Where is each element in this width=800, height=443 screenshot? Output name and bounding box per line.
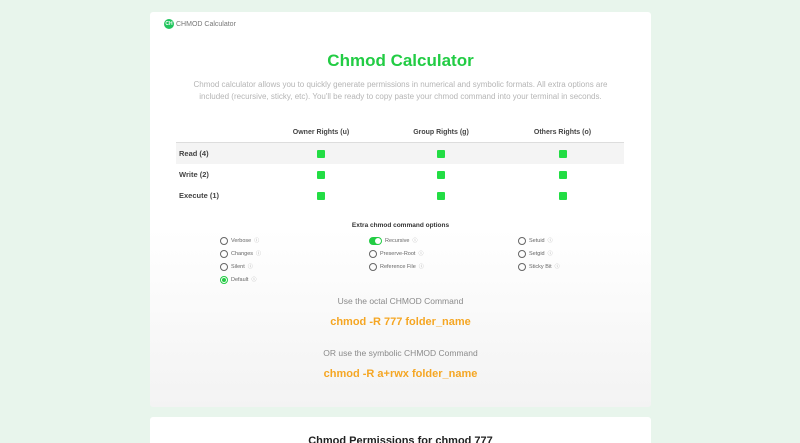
logo-text: CHMOD Calculator [176, 20, 236, 28]
option-setgid[interactable] [518, 247, 560, 260]
option-label: Verbose [231, 237, 252, 244]
preserve-root-radio[interactable] [369, 250, 377, 258]
option-label: Recursive [385, 237, 410, 244]
info-icon[interactable]: ⓘ [256, 251, 262, 257]
row-label: Write (2) [179, 170, 209, 179]
checkbox-others-read[interactable] [559, 150, 567, 158]
setuid-radio[interactable] [518, 237, 526, 245]
option-silent[interactable] [220, 260, 261, 273]
symbolic-command-label: OR use the symbolic CHMOD Command [323, 348, 478, 358]
option-label: Silent [231, 263, 245, 270]
option-label: Preserve-Root [380, 250, 416, 257]
info-icon[interactable]: ⓘ [418, 251, 424, 257]
info-icon[interactable]: ⓘ [412, 238, 418, 244]
octal-command[interactable]: chmod -R 777 folder_name [330, 316, 471, 328]
header-group: Group Rights (g) [413, 128, 469, 136]
silent-radio[interactable] [220, 263, 228, 271]
header-owner: Owner Rights (u) [292, 128, 350, 136]
checkbox-group-read[interactable] [437, 150, 445, 158]
row-label: Execute (1) [179, 191, 220, 200]
table-row-execute [176, 185, 624, 206]
checkbox-others-write[interactable] [559, 171, 567, 179]
option-changes[interactable] [220, 247, 261, 260]
option-recursive[interactable] [369, 234, 424, 247]
section-title: Chmod Permissions for chmod 777 [308, 435, 493, 443]
option-verbose[interactable] [220, 234, 261, 247]
symbolic-command[interactable]: chmod -R a+rwx folder_name [323, 368, 478, 380]
setgid-radio[interactable] [518, 250, 526, 258]
option-preserve-root[interactable] [369, 247, 424, 260]
info-icon[interactable]: ⓘ [547, 251, 553, 257]
recursive-toggle[interactable] [369, 237, 382, 245]
options-column-3 [518, 234, 560, 273]
table-row-read [176, 143, 624, 164]
info-icon[interactable]: ⓘ [251, 277, 257, 283]
default-radio[interactable] [220, 276, 228, 284]
option-setuid[interactable] [518, 234, 560, 247]
option-label: Sticky Bit [529, 263, 552, 270]
header-others: Others Rights (o) [533, 128, 592, 136]
option-default[interactable] [220, 273, 261, 286]
checkbox-group-write[interactable] [437, 171, 445, 179]
info-icon[interactable]: ⓘ [554, 264, 560, 270]
option-reference-file[interactable] [369, 260, 424, 273]
checkbox-owner-read[interactable] [317, 150, 325, 158]
option-label: Default [231, 276, 249, 283]
calculator-card [150, 12, 651, 407]
checkbox-others-execute[interactable] [559, 192, 567, 200]
info-icon[interactable]: ⓘ [254, 238, 260, 244]
option-sticky-bit[interactable] [518, 260, 560, 273]
permissions-table-header [176, 122, 624, 142]
table-row-write [176, 164, 624, 185]
option-label: Reference File [380, 263, 416, 270]
info-icon[interactable]: ⓘ [247, 264, 253, 270]
option-label: Changes [231, 250, 254, 257]
row-label: Read (4) [179, 149, 209, 158]
changes-radio[interactable] [220, 250, 228, 258]
permissions-table [176, 122, 624, 206]
page-description: Chmod calculator allows you to quickly generate permissions in numerical and symbolic formats. All extra options are included (recursive, sticky, etc). You'll be ready to copy paste your chmod command into your terminal in seconds. [193, 80, 608, 101]
checkbox-group-execute[interactable] [437, 192, 445, 200]
reference-file-radio[interactable] [369, 263, 377, 271]
verbose-radio[interactable] [220, 237, 228, 245]
option-label: Setuid [529, 237, 545, 244]
option-label: Setgid [529, 250, 545, 257]
logo-badge-icon: CH [165, 21, 173, 27]
checkbox-owner-write[interactable] [317, 171, 325, 179]
info-icon[interactable]: ⓘ [418, 264, 424, 270]
checkbox-owner-execute[interactable] [317, 192, 325, 200]
permissions-info-card [150, 417, 651, 443]
info-icon[interactable]: ⓘ [547, 238, 553, 244]
extra-options-title: Extra chmod command options [351, 222, 450, 229]
octal-command-label: Use the octal CHMOD Command [337, 296, 464, 306]
page-title: Chmod Calculator [327, 51, 474, 70]
site-logo[interactable] [164, 19, 236, 29]
sticky-bit-radio[interactable] [518, 263, 526, 271]
options-column-2 [369, 234, 424, 273]
options-column-1 [220, 234, 261, 286]
